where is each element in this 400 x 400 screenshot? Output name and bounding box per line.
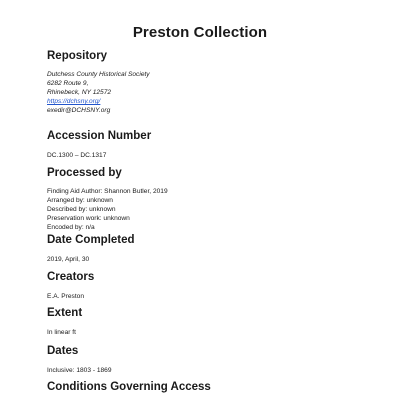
- repository-line: Dutchess County Historical Society: [47, 71, 150, 78]
- date-completed-value: 2019, April, 30: [47, 256, 90, 263]
- repository-line: Rhinebeck, NY 12572: [47, 89, 112, 96]
- creators-heading: Creators: [47, 271, 95, 283]
- processed-line: Finding Aid Author: Shannon Butler, 2019: [47, 188, 168, 195]
- repository-heading: Repository: [47, 50, 108, 62]
- creators-value: E.A. Preston: [47, 293, 85, 300]
- dates-heading: Dates: [47, 345, 79, 357]
- repository-line: 6282 Route 9,: [47, 80, 89, 87]
- extent-value: In linear ft: [47, 329, 76, 336]
- accession-value: DC.1300 – DC.1317: [47, 152, 107, 159]
- processed-line: Described by: unknown: [47, 206, 116, 213]
- processed-heading: Processed by: [47, 167, 122, 179]
- processed-line: Preservation work: unknown: [47, 215, 130, 222]
- processed-line: Encoded by: n/a: [47, 224, 95, 231]
- repository-website-link[interactable]: https://dchsny.org/: [47, 98, 101, 105]
- extent-heading: Extent: [47, 307, 83, 319]
- processed-line: Arranged by: unknown: [47, 197, 113, 204]
- dates-value: Inclusive: 1803 - 1869: [47, 367, 112, 374]
- date-completed-heading: Date Completed: [47, 234, 135, 246]
- repository-email: exedir@DCHSNY.org: [47, 107, 111, 114]
- page-title: Preston Collection: [132, 24, 268, 41]
- accession-heading: Accession Number: [47, 130, 152, 142]
- access-heading: Conditions Governing Access: [47, 381, 211, 393]
